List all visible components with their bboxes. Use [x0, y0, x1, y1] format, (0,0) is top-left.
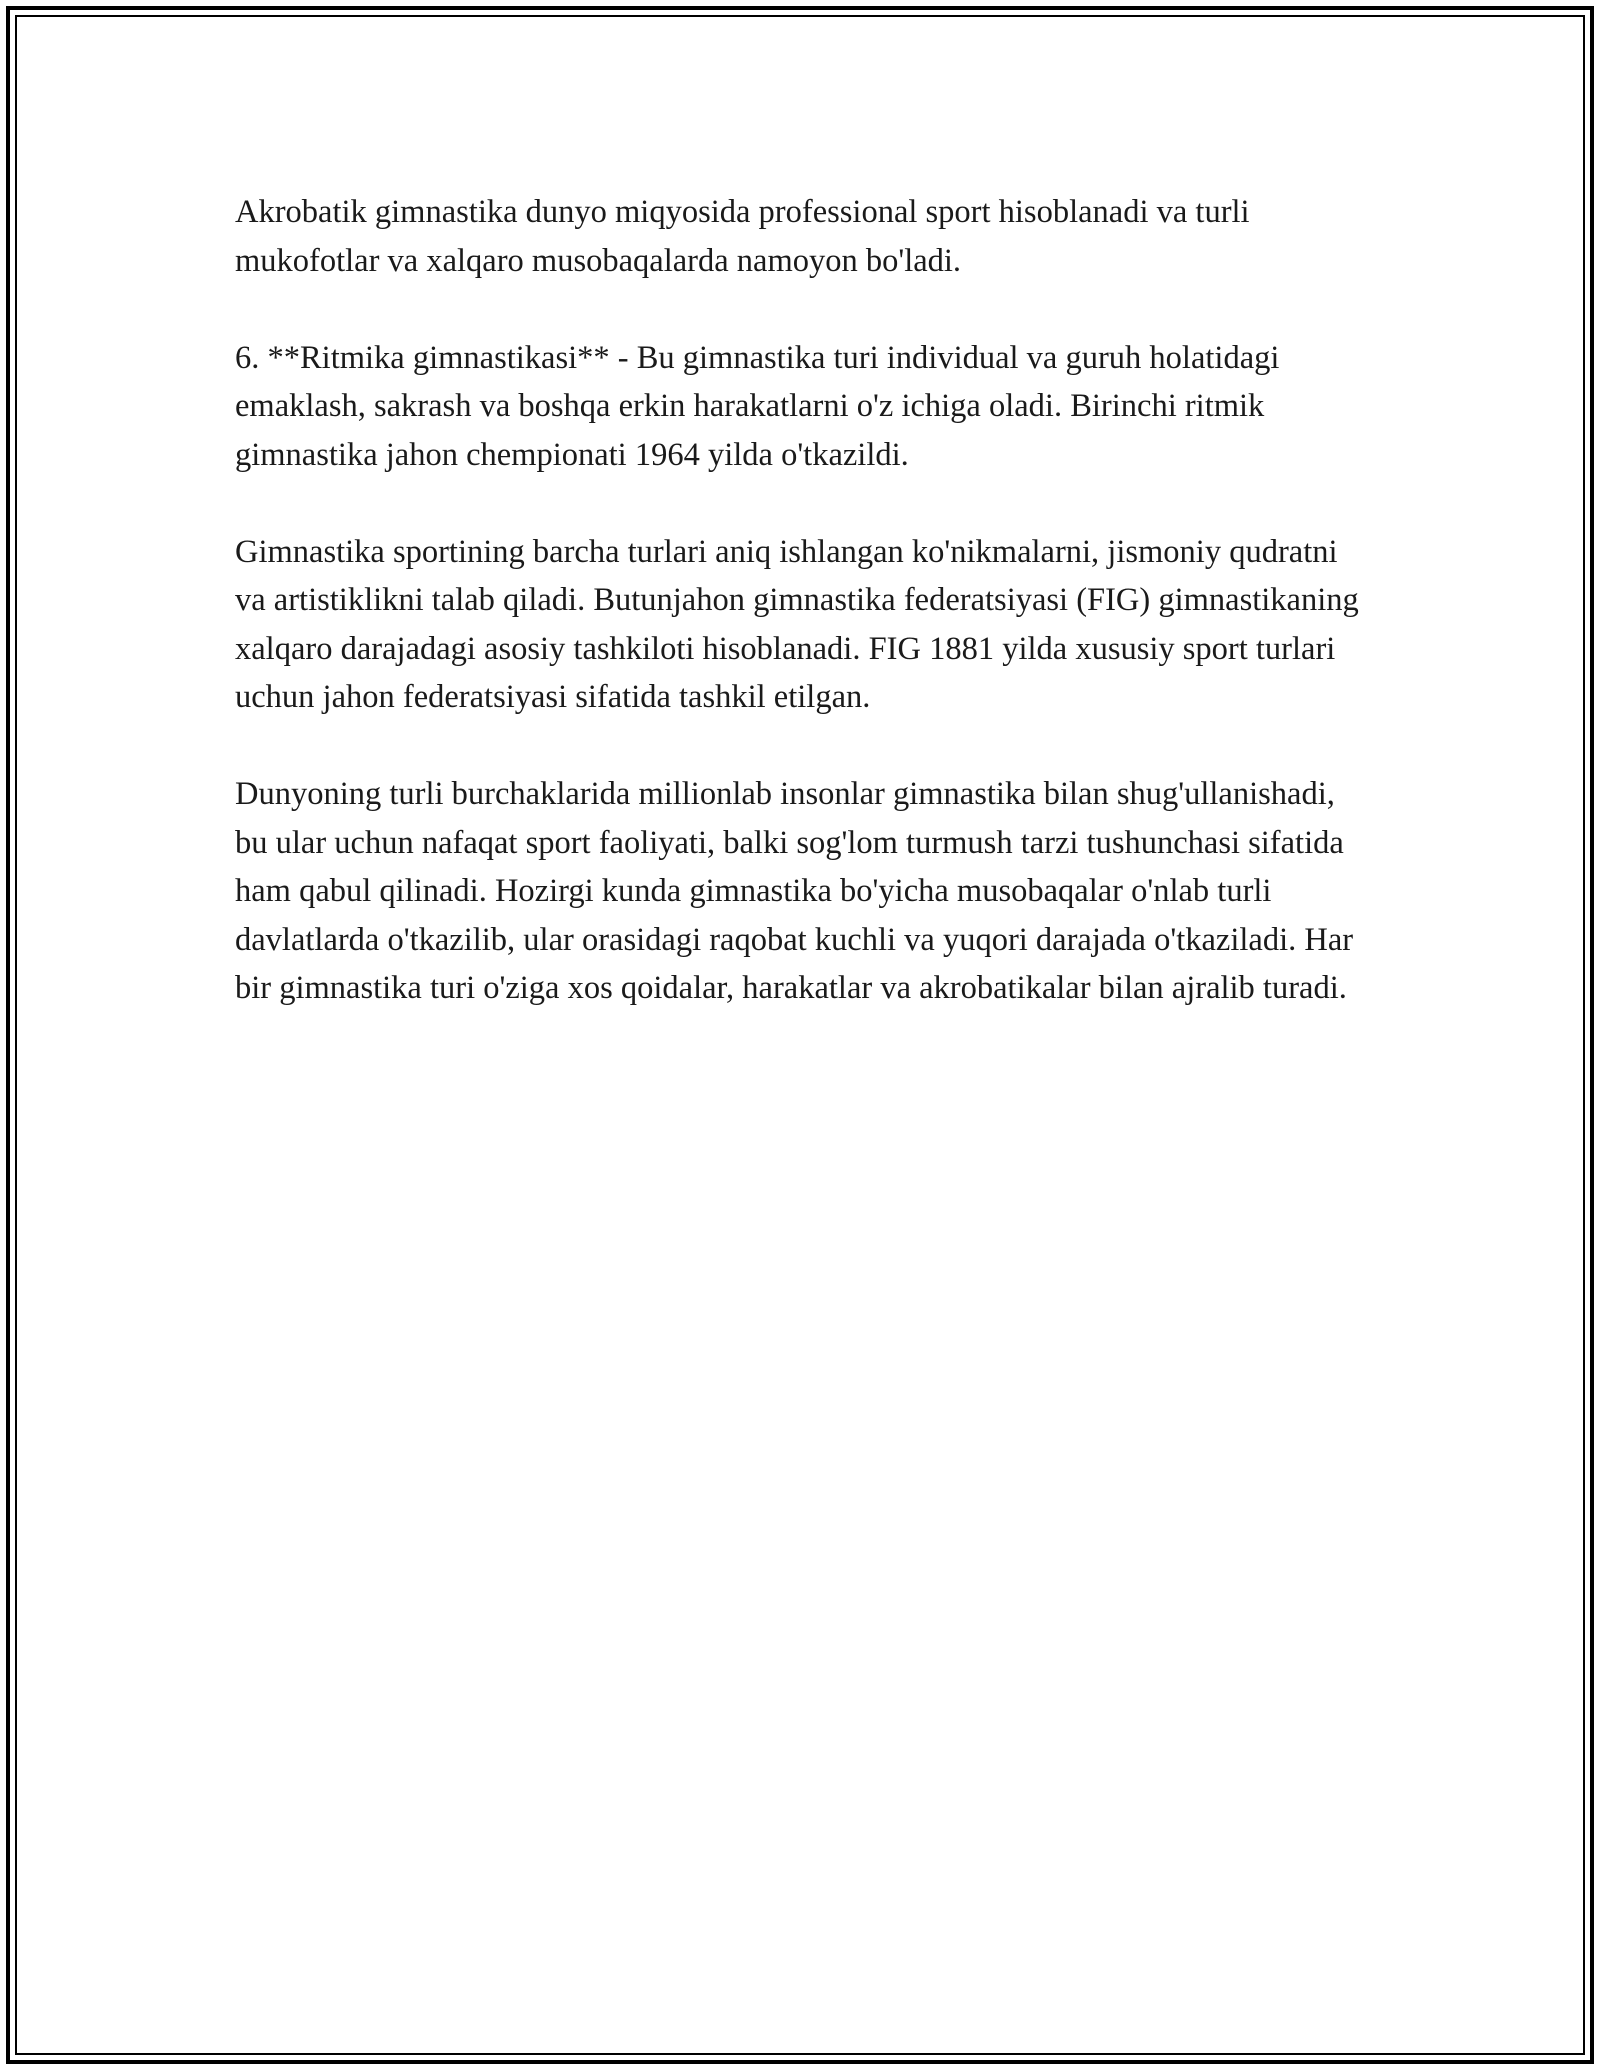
document-body [235, 188, 1365, 1013]
paragraph-worldwide: Dunyoning turli burchaklarida millionlab insonlar gimnastika bilan shug'ullanishadi, bu ular uchun nafaqat sport faoliyati, balki sog'lom turmush tarzi tushunchasi sifatida ham qabul qilinadi. Hozirgi kunda gimnastika bo'yicha musobaqalar o'nlab turli davlatlarda o'tkazilib, ular orasidagi raqobat kuchli va yuqori darajada o'tkaziladi. Har bir gimnastika turi o'ziga xos qoidalar, harakatlar va akrobatikalar bilan ajralib turadi. [235, 776, 1354, 1006]
paragraph-acrobatic: Akrobatik gimnastika dunyo miqyosida professional sport hisoblanadi va turli mukofotlar va xalqaro musobaqalarda namoyon bo'ladi. [235, 194, 1250, 279]
paragraph-rhythmic: 6. **Ritmika gimnastikasi** - Bu gimnastika turi individual va guruh holatidagi emaklash, sakrash va boshqa erkin harakatlarni o'z ichiga oladi. Birinchi ritmik gimnastika jahon chempionati 1964 yilda o'tkazildi. [235, 339, 1280, 473]
paragraph-fig: Gimnastika sportining barcha turlari aniq ishlangan ko'nikmalarni, jismoniy qudratni va artistiklikni talab qiladi. Butunjahon gimnastika federatsiyasi (FIG) gimnastikaning xalqaro darajadagi asosiy tashkiloti hisoblanadi. FIG 1881 yilda xususiy sport turlari uchun jahon federatsiyasi sifatida tashkil etilgan. [235, 533, 1359, 715]
